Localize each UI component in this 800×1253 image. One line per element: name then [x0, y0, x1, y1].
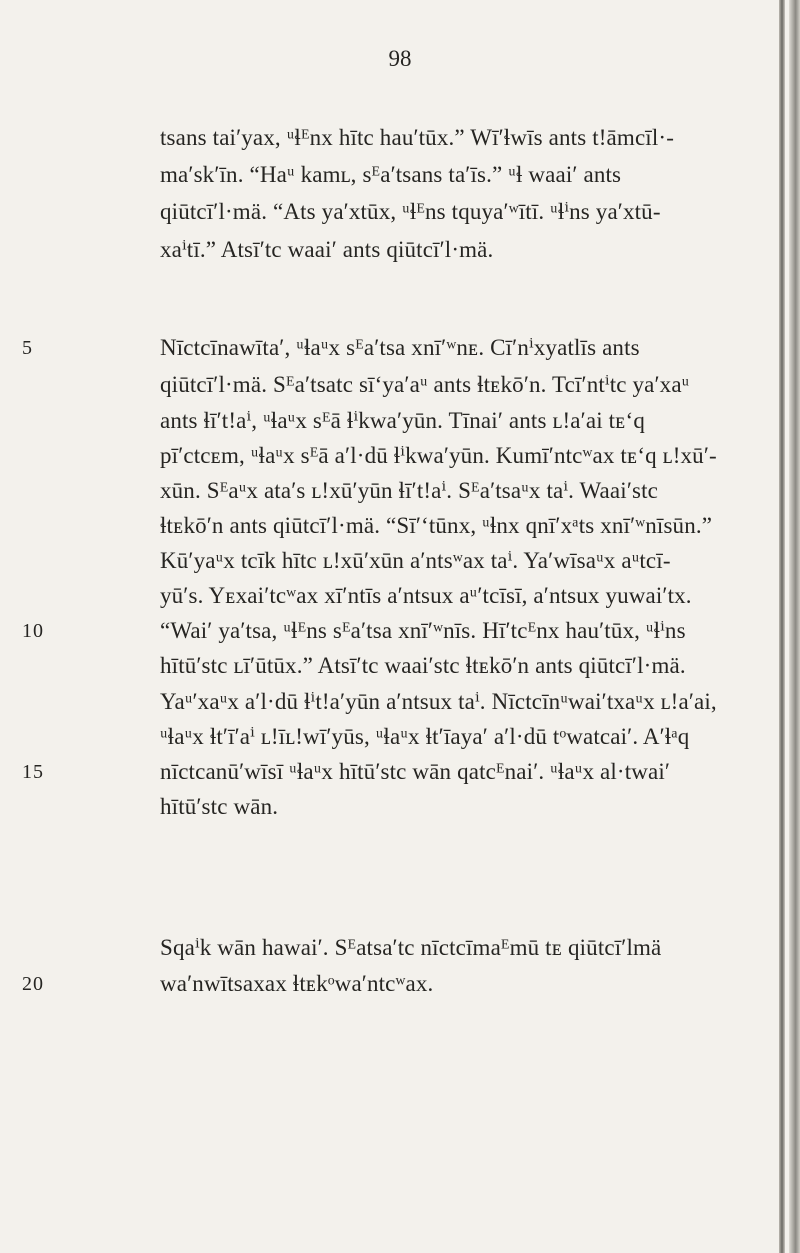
text-line: waʹnwītsaxax ɬtᴇkᵒwaʹntcʷax.: [160, 971, 434, 996]
text-line: nīctcanūʹwīsī ᵘɬaᵘx hītūʹstc wān qatcᴱnaiʹ. ᵘɬaᵘx al·twaiʹ: [160, 759, 671, 784]
text-line: yūʹs. Yᴇxaiʹtcʷax xīʹntīs aʹntsux aᵘʹtcīsī, aʹntsux yuwaiʹtx.: [160, 583, 692, 608]
text-line: hītūʹstc wān.: [160, 794, 279, 819]
text-line: hītūʹstc ʟīʹūtūx.” Atsīʹtc waaiʹstc ɬtᴇkōʹn ants qiūtcīʹl·mä.: [160, 653, 686, 678]
text-line: ᵘɬaᵘx ɬtʹīʹaⁱ ʟ!īʟ!wīʹyūs, ᵘɬaᵘx ɬtʹīayaʹ aʹl·dū tᵒwatcaiʹ. Aʹɬᵃq: [160, 724, 690, 749]
text-line: tsans taiʹyax, ᵘɬᴱnx hītc hauʹtūx.” Wīʹɬwīs ants t!āmcīl·-: [160, 125, 675, 150]
text-line: maʹskʹīn. “Haᵘ kamʟ, sᴱaʹtsans taʹīs.” ᵘɬ waaiʹ ants: [160, 162, 622, 187]
text-line: pīʹctcᴇm, ᵘɬaᵘx sᴱā aʹl·dū ɬⁱkwaʹyūn. Kumīʹntcʷax tᴇʻq ʟ!xūʹ-: [160, 443, 717, 468]
text-line: Kūʹyaᵘx tcīk hītc ʟ!xūʹxūn aʹntsʷax taⁱ. Yaʹwīsaᵘx aᵘtcī-: [160, 548, 671, 573]
text-line: xaⁱtī.” Atsīʹtc waaiʹ ants qiūtcīʹl·mä.: [160, 237, 494, 262]
page-number: 98: [388, 46, 412, 71]
page-edge: [789, 0, 800, 1253]
line-number: 20: [22, 973, 44, 995]
text-line: Nīctcīnawītaʹ, ᵘɬaᵘx sᴱaʹtsa xnīʹʷnᴇ. Cīʹnⁱxyatlīs ants: [160, 335, 640, 360]
binding-rule: [779, 0, 785, 1253]
text-line: qiūtcīʹl·mä. “Ats yaʹxtūx, ᵘɬᴱns tquyaʹʷītī. ᵘɬⁱns yaʹxtū-: [160, 199, 661, 224]
line-number: 15: [22, 761, 44, 783]
text-line: Sqaⁱk wān hawaiʹ. Sᴱatsaʹtc nīctcīmaᴱmū tᴇ qiūtcīʹlmä: [160, 935, 662, 960]
text-line: “Waiʹ yaʹtsa, ᵘɬᴱns sᴱaʹtsa xnīʹʷnīs. Hīʹtcᴱnx hauʹtūx, ᵘɬⁱns: [160, 618, 686, 643]
text-line: ants ɬīʹt!aⁱ, ᵘɬaᵘx sᴱā ɬⁱkwaʹyūn. Tīnaiʹ ants ʟ!aʹai tᴇʻq: [160, 408, 646, 433]
text-line: Yaᵘʹxaᵘx aʹl·dū ɬⁱt!aʹyūn aʹntsux taⁱ. Nīctcīnᵘwaiʹtxaᵘx ʟ!aʹai,: [160, 689, 717, 714]
text-line: qiūtcīʹl·mä. Sᴱaʹtsatc sīʻyaʹaᵘ ants ɬtᴇkōʹn. Tcīʹntⁱtc yaʹxaᵘ: [160, 372, 690, 397]
line-number: 10: [22, 620, 44, 642]
line-number: 5: [22, 337, 33, 359]
text-line: xūn. Sᴱaᵘx ataʹs ʟ!xūʹyūn ɬīʹt!aⁱ. Sᴱaʹtsaᵘx taⁱ. Waaiʹstc: [160, 478, 658, 503]
text-line: ɬtᴇkōʹn ants qiūtcīʹl·mä. “Sīʹʻtūnx, ᵘɬnx qnīʹxᵃts xnīʹʷnīsūn.”: [160, 513, 713, 538]
